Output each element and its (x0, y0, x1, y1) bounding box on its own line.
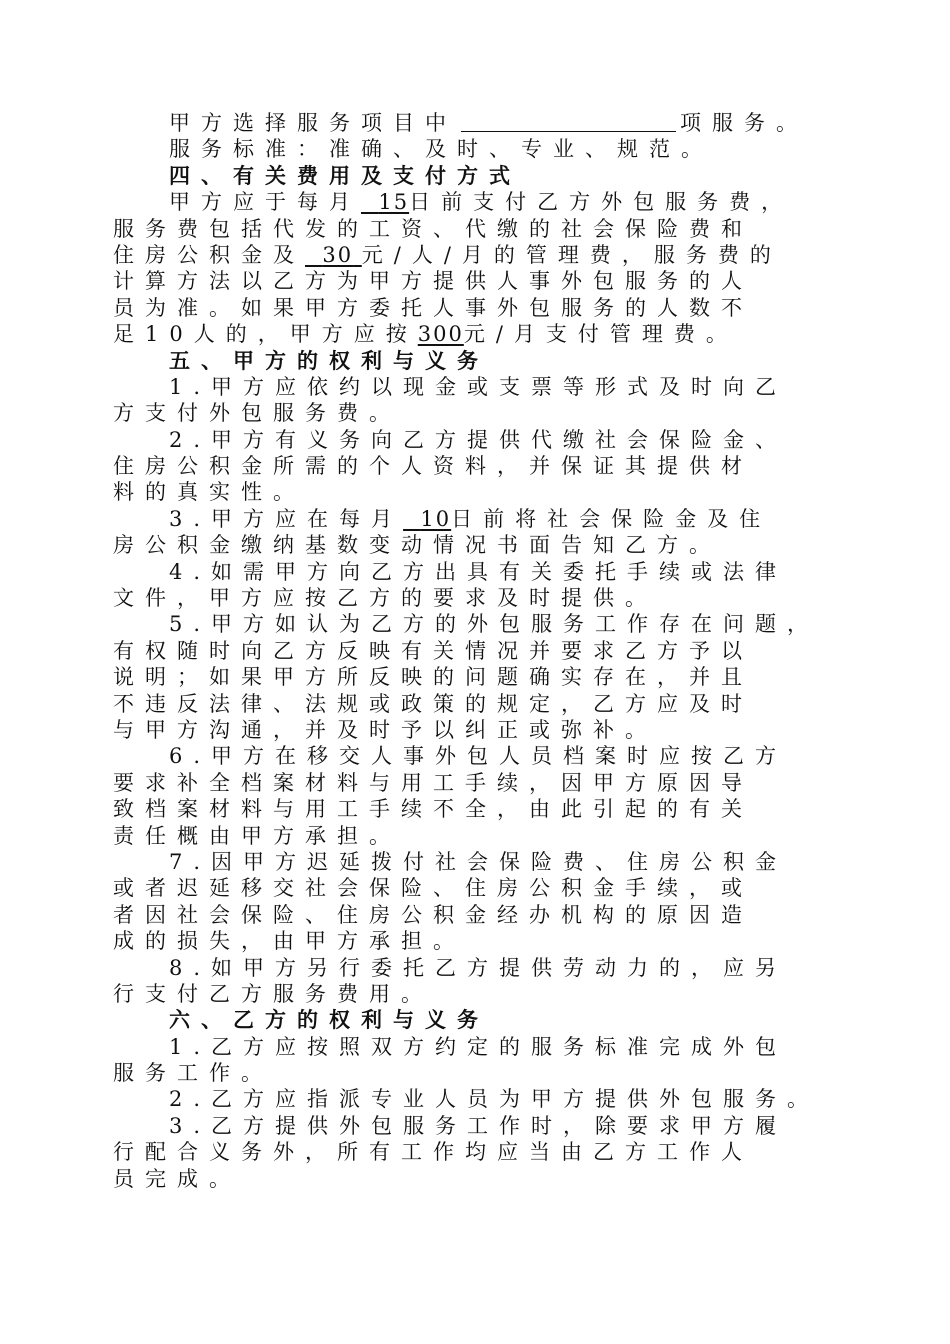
paragraph-line: 员完成。 (113, 1166, 241, 1191)
section-heading-party-b: 六、乙方的权利与义务 (169, 1007, 489, 1033)
paragraph-line: 5.甲方如认为乙方的外包服务工作存在问题， (169, 612, 820, 637)
paragraph-line: 服务费包括代发的工资、代缴的社会保险费和 (113, 216, 753, 241)
paragraph-line: 行支付乙方服务费用。 (113, 981, 433, 1006)
paragraph-line: 者因社会保险、住房公积金经办机构的原因造 (113, 902, 753, 927)
paragraph-line: 要求补全档案材料与用工手续，因甲方原因导 (113, 770, 753, 795)
payment-date-line: 甲方应于每月 15日前支付乙方外包服务费， (169, 190, 794, 215)
management-fee-value: 30 (322, 242, 354, 267)
contract-page (113, 110, 837, 1192)
minimum-fee-value: 300 (417, 322, 464, 347)
paragraph-line: 1.乙方应按照双方约定的服务标准完成外包 (169, 1034, 788, 1059)
paragraph-line: 8.如甲方另行委托乙方提供劳动力的，应另 (169, 955, 788, 980)
section-heading-fees: 四、有关费用及支付方式 (169, 162, 521, 188)
paragraph-line: 行配合义务外，所有工作均应当由乙方工作人 (113, 1140, 753, 1165)
paragraph-line: 文件，甲方应按乙方的要求及时提供。 (113, 586, 657, 611)
paragraph-line: 7.因甲方迟延拨付社会保险费、住房公积金 (169, 849, 788, 874)
paragraph-line: 4.如需甲方向乙方出具有关委托手续或法律 (169, 559, 788, 584)
paragraph-line: 6.甲方在移交人事外包人员档案时应按乙方 (169, 744, 788, 769)
service-selection-line: 甲方选择服务项目中 项服务。 (169, 111, 808, 135)
paragraph-line: 房公积金缴纳基数变动情况书面告知乙方。 (113, 533, 721, 558)
paragraph-line: 成的损失，由甲方承担。 (113, 929, 465, 954)
notify-date-line: 3.甲方应在每月 10日前将社会保险金及住 (169, 506, 772, 531)
paragraph-line: 有权随时向乙方反映有关情况并要求乙方予以 (113, 638, 753, 663)
paragraph-line: 员为准。如果甲方委托人事外包服务的人数不 (113, 295, 753, 320)
paragraph-line: 与甲方沟通，并及时予以纠正或弥补。 (113, 717, 657, 742)
payment-day-value: 15 (378, 190, 410, 215)
paragraph-line: 计算方法以乙方为甲方提供人事外包服务的人 (113, 269, 753, 294)
paragraph-line: 3.乙方提供外包服务工作时，除要求甲方履 (169, 1113, 788, 1138)
minimum-fee-line: 足10人的，甲方应按300元/月支付管理费。 (113, 322, 738, 347)
paragraph-line: 或者迟延移交社会保险、住房公积金手续，或 (113, 876, 753, 901)
paragraph-line: 责任概由甲方承担。 (113, 823, 401, 848)
paragraph-line: 1.甲方应依约以现金或支票等形式及时向乙 (169, 374, 788, 399)
service-count-blank (461, 113, 676, 132)
paragraph-line: 方支付外包服务费。 (113, 401, 401, 426)
notify-day-value: 10 (420, 506, 452, 531)
paragraph-line: 致档案材料与用工手续不全，由此引起的有关 (113, 797, 753, 822)
paragraph-line: 2.甲方有义务向乙方提供代缴社会保险金、 (169, 427, 788, 452)
paragraph-line: 说明；如果甲方所反映的问题确实存在，并且 (113, 665, 753, 690)
paragraph-line: 不违反法律、法规或政策的规定，乙方应及时 (113, 691, 753, 716)
section-heading-party-a: 五、甲方的权利与义务 (169, 347, 489, 373)
paragraph-line: 服务工作。 (113, 1061, 273, 1086)
paragraph-line: 住房公积金所需的个人资料，并保证其提供材 (113, 454, 753, 479)
paragraph-line: 服务标准：准确、及时、专业、规范。 (169, 137, 713, 162)
paragraph-line: 2.乙方应指派专业人员为甲方提供外包服务。 (169, 1087, 820, 1112)
paragraph-line: 料的真实性。 (113, 480, 305, 505)
management-fee-line: 住房公积金及 30 元/人/月的管理费，服务费的 (113, 242, 782, 267)
